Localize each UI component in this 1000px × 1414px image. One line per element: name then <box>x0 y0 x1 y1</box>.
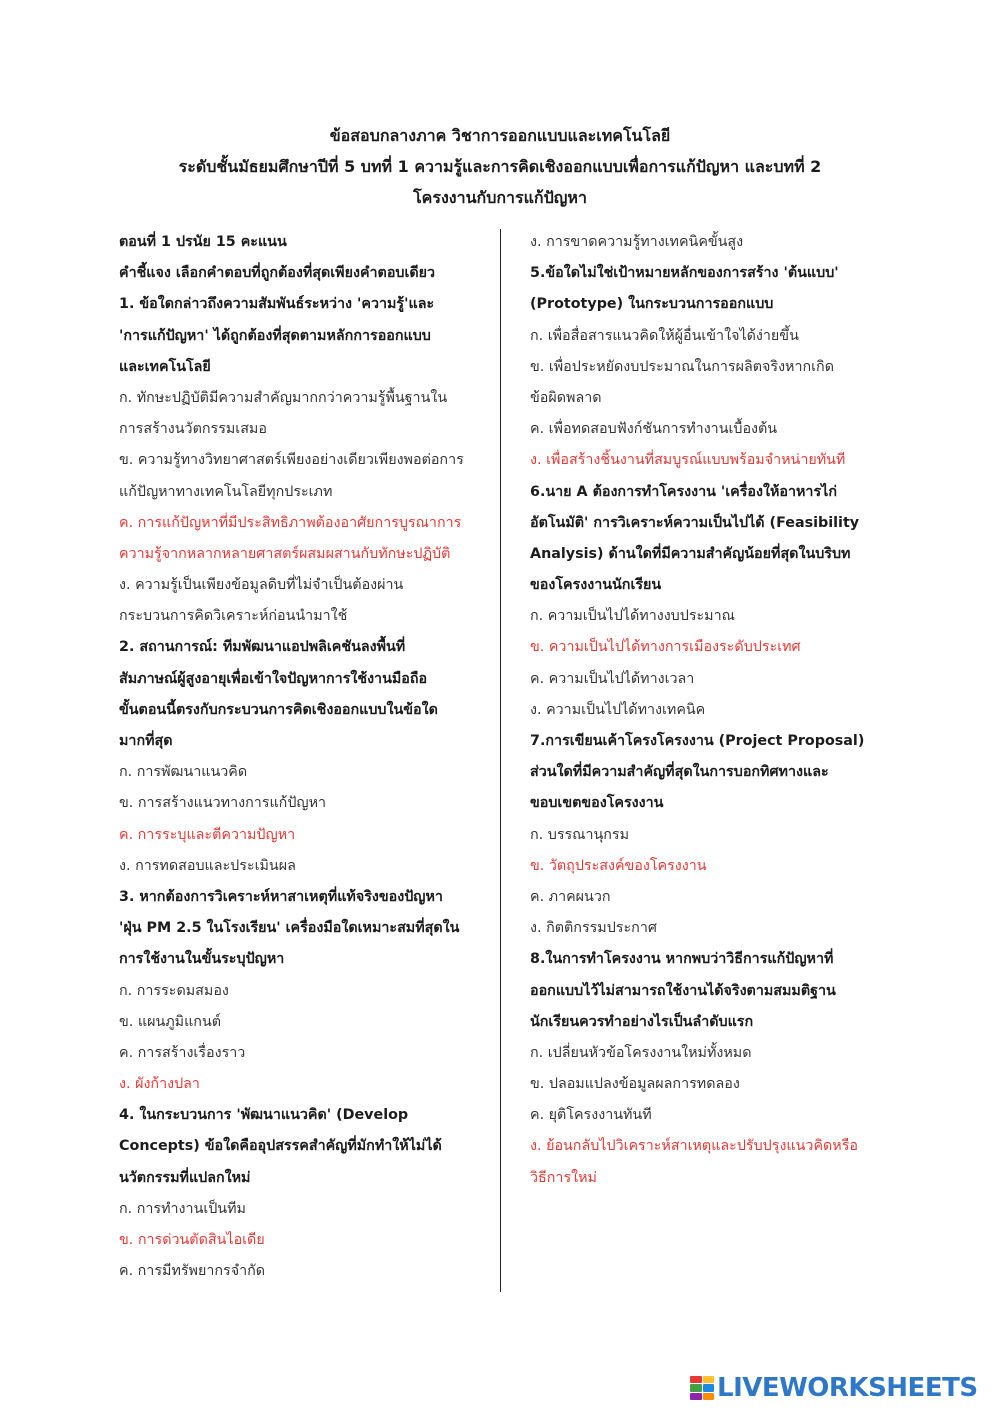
answer-option: ค. การสร้างเรื่องราว <box>119 1044 246 1061</box>
answer-option: ค. ภาคผนวก <box>530 888 611 905</box>
answer-option: กระบวนการคิดวิเคราะห์ก่อนนำมาใช้ <box>119 608 348 625</box>
answer-option: ข. ความรู้ทางวิทยาศาสตร์เพียงอย่างเดียวเพียงพอต่อการ <box>119 452 464 469</box>
question-text: ของโครงงานนักเรียน <box>530 577 662 594</box>
exam-title: ข้อสอบกลางภาค วิชาการออกแบบและเทคโนโลยี <box>329 126 671 145</box>
question-text: Analysis) ด้านใดที่มีความสำคัญน้อยที่สุดในบริบท <box>530 545 851 562</box>
answer-option: ก. ความเป็นไปได้ทางงบประมาณ <box>530 608 735 625</box>
question-text: 6.นาย A ต้องการทำโครงงาน 'เครื่องให้อาหารไก่ <box>530 483 837 500</box>
question-text: 'การแก้ปัญหา' ได้ถูกต้องที่สุดตามหลักการออกแบบ <box>119 327 431 344</box>
answer-option: ค. เพื่อทดสอบฟังก์ชันการทำงานเบื้องต้น <box>530 421 778 438</box>
correct-answer-option: ง. ย้อนกลับไปวิเคราะห์สาเหตุและปรับปรุงแนวคิดหรือ <box>530 1138 858 1155</box>
logo-tile <box>703 1384 715 1391</box>
question-text: นักเรียนควรทำอย่างไรเป็นลำดับแรก <box>530 1013 754 1030</box>
question-text: (Prototype) ในกระบวนการออกแบบ <box>530 296 774 313</box>
question-text: นวัตกรรมที่แปลกใหม่ <box>119 1169 251 1186</box>
correct-answer-option: ง. ผังก้างปลา <box>119 1076 200 1093</box>
question-text: อัตโนมัติ' การวิเคราะห์ความเป็นไปได้ (Feasibility <box>530 514 860 531</box>
left-column <box>119 227 491 1287</box>
answer-option: ค. ความเป็นไปได้ทางเวลา <box>530 670 695 687</box>
brand-name: LIVEWORKSHEETS <box>717 1373 978 1403</box>
question-text: 2. สถานการณ์: ทีมพัฒนาแอปพลิเคชันลงพื้นที่ <box>119 639 406 656</box>
question-text: ขั้นตอนนี้ตรงกับกระบวนการคิดเชิงออกแบบในข้อใด <box>119 701 438 718</box>
answer-option: ง. การขาดความรู้ทางเทคนิคขั้นสูง <box>530 234 744 250</box>
answer-option: การสร้างนวัตกรรมเสมอ <box>119 421 267 438</box>
answer-option: ก. การทำงานเป็นทีม <box>119 1200 246 1217</box>
logo-tile <box>703 1393 715 1400</box>
question-text: 3. หากต้องการวิเคราะห์หาสาเหตุที่แท้จริงของปัญหา <box>119 888 443 905</box>
exam-subtitle-cont: โครงงานกับการแก้ปัญหา <box>413 188 587 207</box>
logo-tile <box>703 1376 715 1383</box>
answer-option: ก. ทักษะปฏิบัติมีความสำคัญมากกว่าความรู้พื้นฐานใน <box>119 389 448 406</box>
question-text: 8.ในการทำโครงงาน หากพบว่าวิธีการแก้ปัญหาที่ <box>530 951 834 968</box>
question-text: 5.ข้อใดไม่ใช่เป้าหมายหลักของการสร้าง 'ต้นแบบ' <box>530 265 839 282</box>
question-text: ขอบเขตของโครงงาน <box>530 795 664 812</box>
right-column <box>530 227 880 1194</box>
question-text: คำชี้แจง เลือกคำตอบที่ถูกต้องที่สุดเพียงคำตอบเดียว <box>119 265 436 282</box>
question-text: สัมภาษณ์ผู้สูงอายุเพื่อเข้าใจปัญหาการใช้งานมือถือ <box>119 670 428 687</box>
question-text: ตอนที่ 1 ปรนัย 15 คะแนน <box>119 234 287 250</box>
exam-subtitle: ระดับชั้นมัธยมศึกษาปีที่ 5 บทที่ 1 ความรู้และการคิดเชิงออกแบบเพื่อการแก้ปัญหา และบทที่ 2 <box>178 157 822 176</box>
correct-answer-option: ง. เพื่อสร้างชิ้นงานที่สมบูรณ์แบบพร้อมจำหน่ายทันที <box>530 452 846 469</box>
question-text: ส่วนใดที่มีความสำคัญที่สุดในการบอกทิศทางและ <box>530 764 829 781</box>
question-text: มากที่สุด <box>119 733 173 749</box>
question-text: และเทคโนโลยี <box>119 358 211 375</box>
logo-tile <box>690 1376 702 1383</box>
answer-option: ง. ความเป็นไปได้ทางเทคนิค <box>530 701 706 718</box>
answer-option: ก. เพื่อสื่อสารแนวคิดให้ผู้อื่นเข้าใจได้ง่ายขึ้น <box>530 327 799 344</box>
question-text: ออกแบบไว้ไม่สามารถใช้งานได้จริงตามสมมติฐาน <box>530 982 836 999</box>
answer-option: ง. การทดสอบและประเมินผล <box>119 857 296 874</box>
answer-option: ง. กิตติกรรมประกาศ <box>530 920 657 937</box>
exam-header <box>0 120 1000 213</box>
correct-answer-option: ข. ความเป็นไปได้ทางการเมืองระดับประเทศ <box>530 639 801 656</box>
answer-option: ก. การพัฒนาแนวคิด <box>119 764 248 781</box>
correct-answer-option: ค. การแก้ปัญหาที่มีประสิทธิภาพต้องอาศัยการบูรณาการ <box>119 514 462 531</box>
correct-answer-option: ข. วัตถุประสงค์ของโครงงาน <box>530 857 707 874</box>
answer-option: ข. เพื่อประหยัดงบประมาณในการผลิตจริงหากเกิด <box>530 358 834 375</box>
answer-option: ข. การสร้างแนวทางการแก้ปัญหา <box>119 795 327 812</box>
correct-answer-option: ความรู้จากหลากหลายศาสตร์ผสมผสานกับทักษะปฏิบัติ <box>119 545 451 562</box>
answer-option: ข. ปลอมแปลงข้อมูลผลการทดลอง <box>530 1076 740 1093</box>
question-text: Concepts) ข้อใดคืออุปสรรคสำคัญที่มักทำให้ไม่ได้ <box>119 1138 442 1155</box>
correct-answer-option: ค. การระบุและตีความปัญหา <box>119 826 296 843</box>
question-text: 7.การเขียนเค้าโครงโครงงาน (Project Proposal) <box>530 733 865 749</box>
correct-answer-option: วิธีการใหม่ <box>530 1169 597 1186</box>
answer-option: ก. เปลี่ยนหัวข้อโครงงานใหม่ทั้งหมด <box>530 1044 752 1061</box>
answer-option: ก. การระดมสมอง <box>119 982 229 999</box>
liveworksheets-icon <box>690 1376 714 1400</box>
answer-option: ค. ยุติโครงงานทันที <box>530 1107 652 1124</box>
liveworksheets-logo <box>690 1368 978 1408</box>
answer-option: ข้อผิดพลาด <box>530 389 602 406</box>
question-text: 4. ในกระบวนการ 'พัฒนาแนวคิด' (Develop <box>119 1107 409 1124</box>
logo-tile <box>690 1384 702 1391</box>
correct-answer-option: ข. การด่วนตัดสินไอเดีย <box>119 1232 265 1248</box>
column-divider <box>500 229 501 1292</box>
logo-tile <box>690 1393 702 1400</box>
answer-option: แก้ปัญหาทางเทคโนโลยีทุกประเภท <box>119 483 333 500</box>
question-text: 'ฝุ่น PM 2.5 ในโรงเรียน' เครื่องมือใดเหมาะสมที่สุดใน <box>119 920 460 937</box>
answer-option: ค. การมีทรัพยากรจำกัด <box>119 1263 266 1280</box>
answer-option: ข. แผนภูมิแกนต์ <box>119 1013 222 1030</box>
question-text: 1. ข้อใดกล่าวถึงความสัมพันธ์ระหว่าง 'ความรู้'และ <box>119 296 435 313</box>
question-text: การใช้งานในขั้นระบุปัญหา <box>119 951 285 968</box>
answer-option: ก. บรรณานุกรม <box>530 826 630 843</box>
answer-option: ง. ความรู้เป็นเพียงข้อมูลดิบที่ไม่จำเป็นต้องผ่าน <box>119 577 404 594</box>
